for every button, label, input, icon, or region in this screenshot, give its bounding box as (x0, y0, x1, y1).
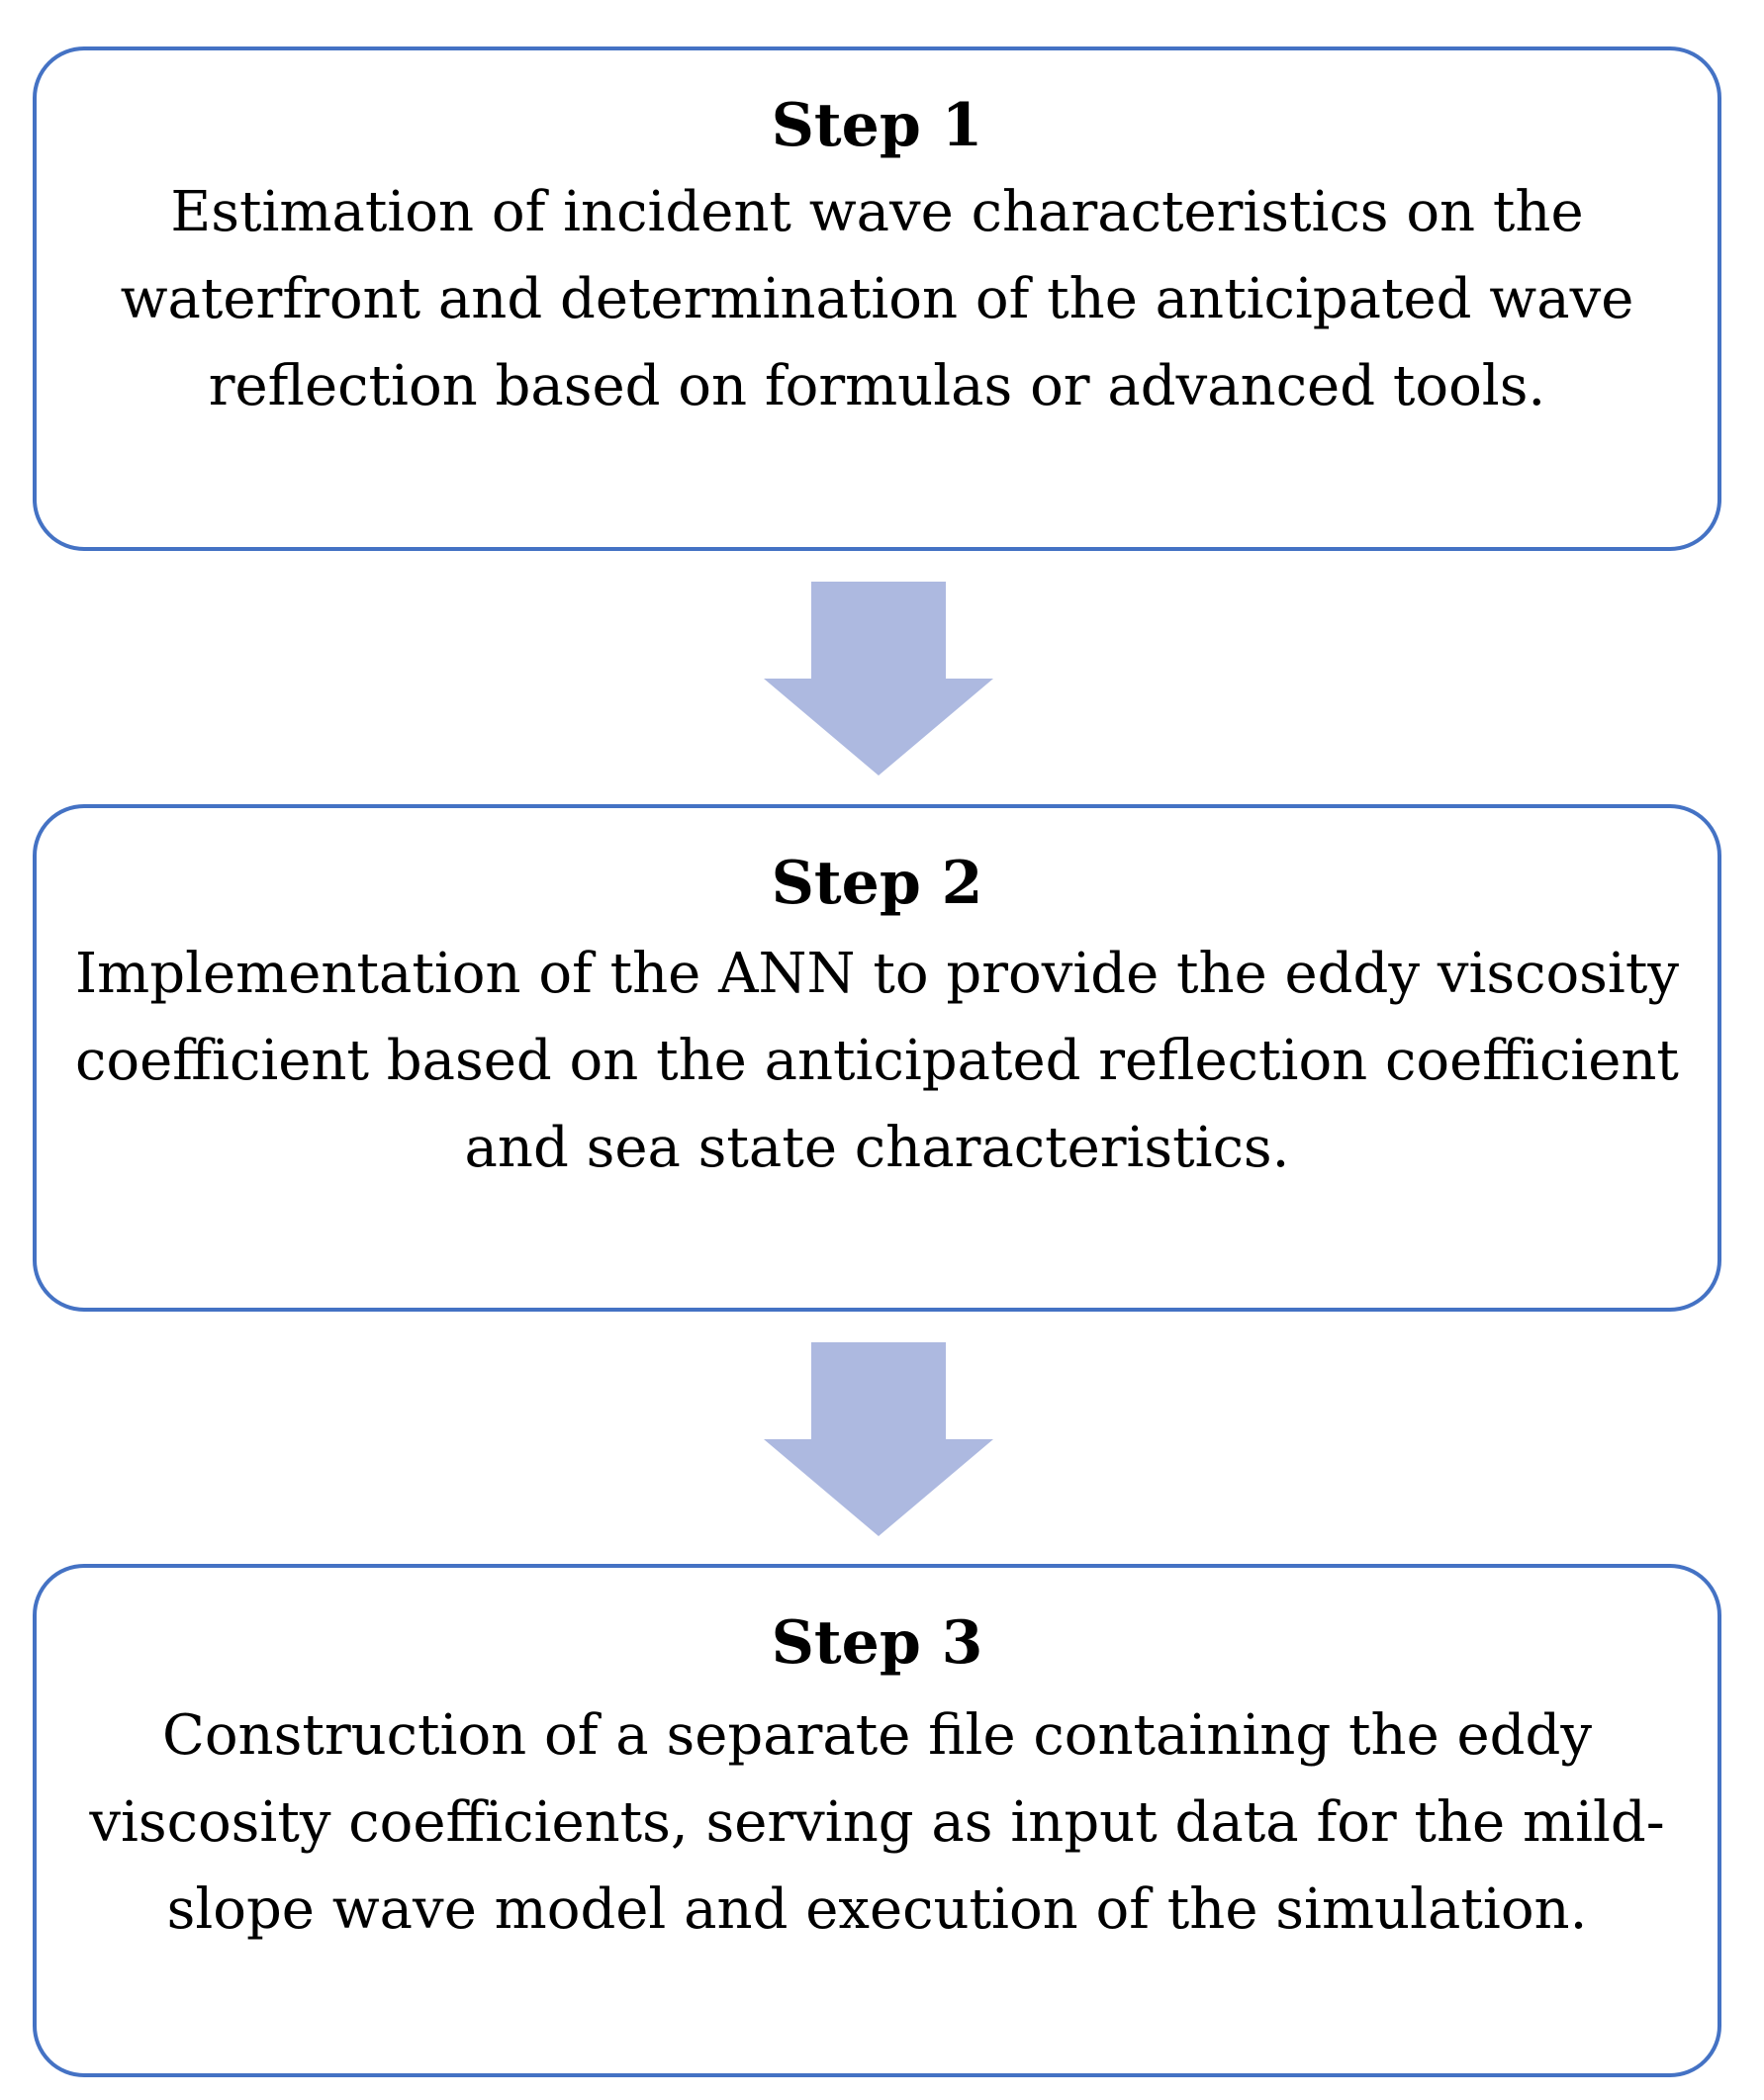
step-1-box (33, 46, 1721, 551)
step-3-description: Construction of a separate file containing the eddy viscosity coefficients, serving as input data for the mild-slope wave model and execution of the simulation. (89, 1703, 1665, 1942)
step-2-description: Implementation of the ANN to provide the eddy viscosity coefficient based on the anticipated reflection coefficient and sea state characteristics. (75, 942, 1679, 1180)
step-3-title: Step 3 (771, 1608, 983, 1678)
step-2-box (33, 804, 1721, 1312)
step-3-box (33, 1564, 1721, 2077)
arrow-down-icon (764, 1342, 993, 1536)
step-2-title: Step 2 (771, 849, 983, 918)
arrow-down-icon (764, 582, 993, 776)
step-1-description: Estimation of incident wave characteristics on the waterfront and determination of the anticipated wave reflection based on formulas or advanced tools. (120, 180, 1634, 418)
step-1-title: Step 1 (771, 91, 983, 160)
